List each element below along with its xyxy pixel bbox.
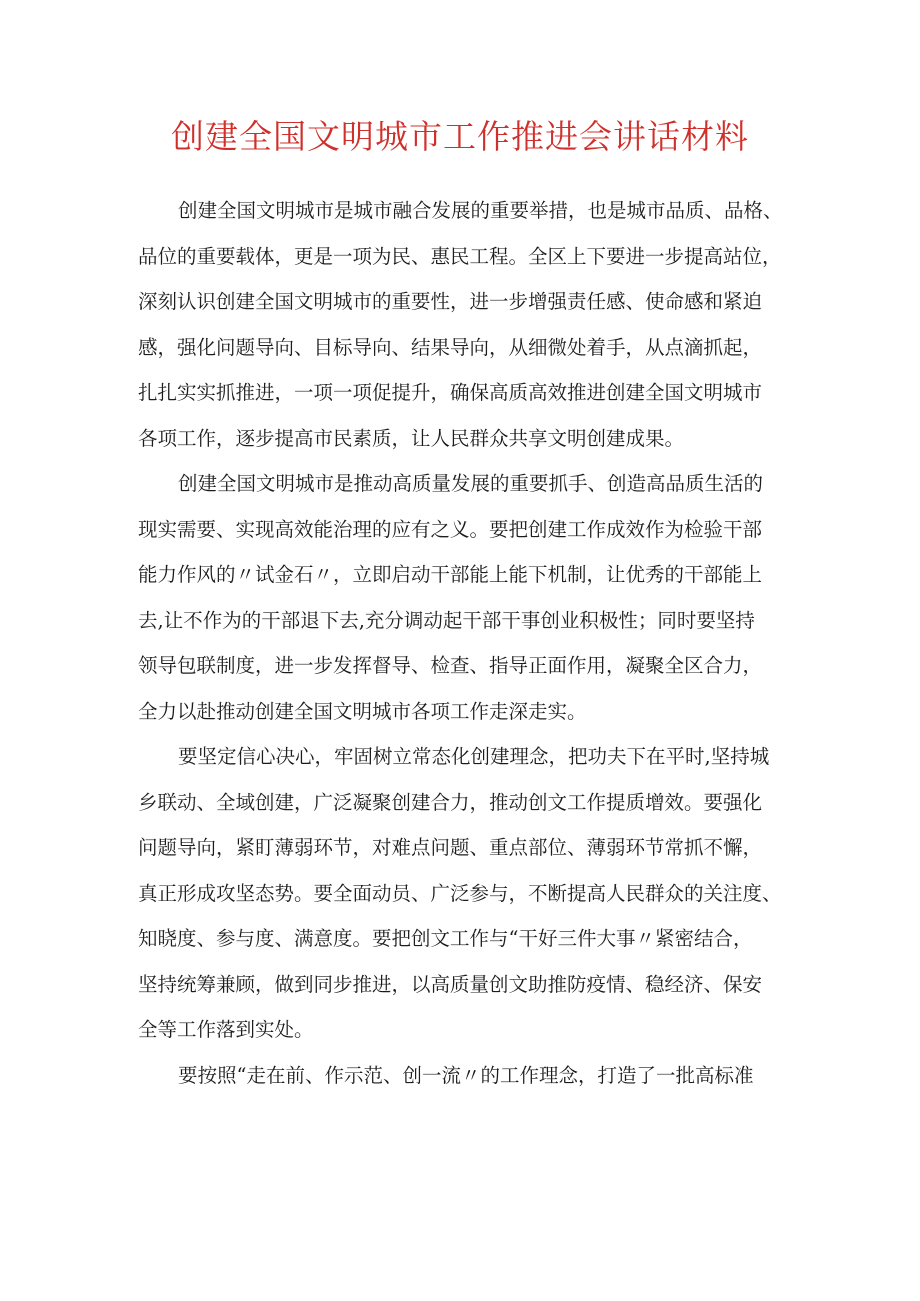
text-line: 感，强化问题导向、目标导向、结果导向，从细微处着手，从点滴抓起， bbox=[138, 335, 763, 359]
text-line: 乡联动、全域创建，广泛凝聚创建合力，推动创文工作提质增效。要强化 bbox=[138, 790, 763, 814]
text-line: 扎扎实实抓推进，一项一项促提升，确保高质高效推进创建全国文明城市 bbox=[138, 381, 763, 404]
text-line: 去,让不作为的干部退下去,充分调动起干部干事创业积极性；同时要坚持 bbox=[138, 608, 755, 632]
text-line: 能力作风的〃试金石〃，立即启动干部能上能下机制，让优秀的干部能上 bbox=[138, 563, 763, 586]
text-line: 知晓度、参与度、满意度。要把创文工作与“干好三件大事〃紧密结合， bbox=[138, 927, 753, 950]
text-line: 创建全国文明城市是城市融合发展的重要举措，也是城市品质、品格、 bbox=[178, 199, 783, 222]
text-line: 全等工作落到实处。 bbox=[138, 1018, 314, 1041]
text-line: 真正形成攻坚态势。要全面动员、广泛参与，不断提高人民群众的关注度、 bbox=[138, 881, 782, 905]
text-line: 各项工作，逐步提高市民素质，让人民群众共享文明创建成果。 bbox=[138, 426, 685, 450]
paragraph bbox=[138, 461, 798, 734]
text-line: 坚持统筹兼顾，做到同步推进，以高质量创文助推防疫情、稳经济、保安 bbox=[138, 972, 763, 996]
paragraph bbox=[138, 734, 798, 1053]
paragraph bbox=[138, 188, 798, 461]
text-line: 创建全国文明城市是推动高质量发展的重要抓手、创造高品质生活的 bbox=[178, 472, 764, 495]
document-title: 创建全国文明城市工作推进会讲话材料 bbox=[171, 117, 749, 156]
text-line: 要坚定信心决心，牢固树立常态化创建理念，把功夫下在平时,坚持城 bbox=[178, 745, 770, 768]
document-body bbox=[138, 188, 798, 1098]
text-line: 要按照“走在前、作示范、创一流〃的工作理念，打造了一批高标准 bbox=[178, 1063, 754, 1087]
text-line: 品位的重要载体，更是一项为民、惠民工程。全区上下要进一步提高站位， bbox=[138, 244, 782, 268]
text-line: 全力以赴推动创建全国文明城市各项工作走深走实。 bbox=[138, 699, 587, 723]
text-line: 领导包联制度，进一步发挥督导、检查、指导正面作用，凝聚全区合力， bbox=[138, 654, 763, 677]
text-line: 深刻认识创建全国文明城市的重要性，进一步增强责任感、使命感和紧迫 bbox=[138, 290, 763, 313]
text-line: 现实需要、实现高效能治理的应有之义。要把创建工作成效作为检验干部 bbox=[138, 517, 763, 541]
paragraph bbox=[138, 1053, 798, 1099]
text-line: 问题导向，紧盯薄弱环节，对难点问题、重点部位、薄弱环节常抓不懈， bbox=[138, 836, 763, 859]
